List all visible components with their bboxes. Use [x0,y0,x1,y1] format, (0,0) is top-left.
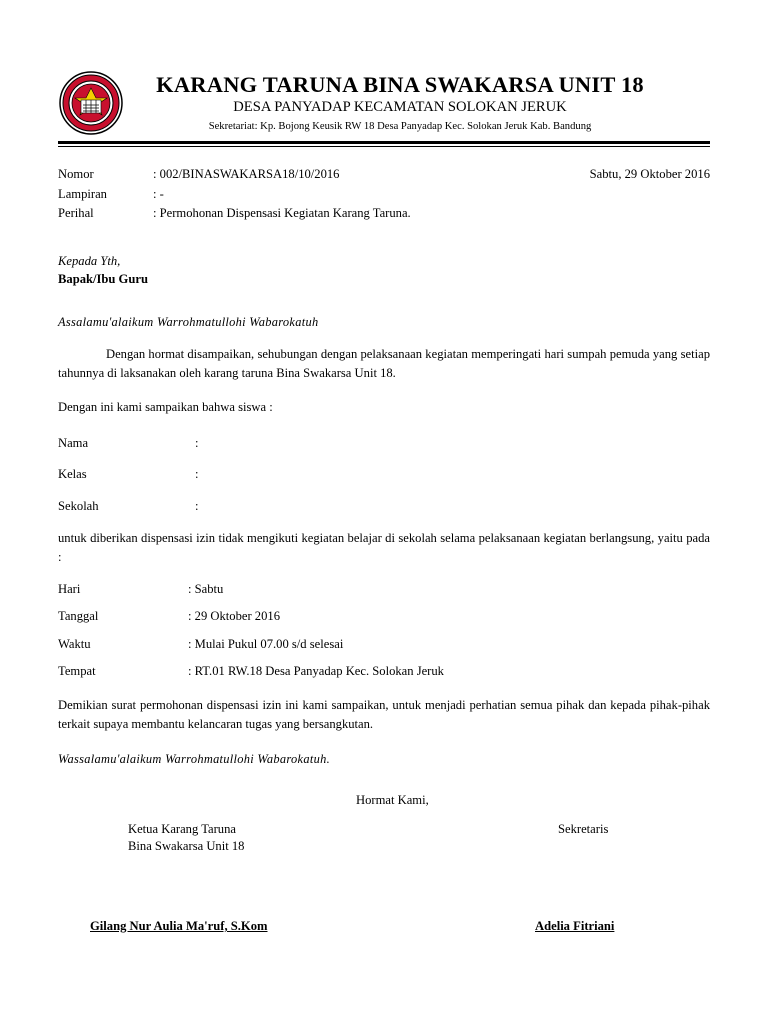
letter-date: Sabtu, 29 Oktober 2016 [589,167,710,181]
field-colon: : [195,436,199,450]
field-row [58,498,710,514]
meta-label: Nomor [58,167,94,181]
field-label: Sekolah [58,498,99,513]
event-details [58,581,710,679]
signature-block [58,793,710,813]
detail-label: Waktu [58,636,91,651]
letterhead-text [130,72,710,134]
hormat-kami-label: Hormat Kami, [356,793,429,808]
field-label: Nama [58,436,89,450]
meta-row [58,185,710,205]
purpose-paragraph: untuk diberikan dispensasi izin tidak mengikuti kegiatan belajar di sekolah selama pelaksanaan kegiatan berlangsung, yaitu pada : [58,531,710,564]
detail-value: : Sabtu [188,581,224,596]
signature-left-title-line1: Ketua Karang Taruna [128,822,236,837]
opening-paragraph: Dengan hormat disampaikan, sehubungan dengan pelaksanaan kegiatan memperingati hari sumpah pemuda yang setiap tahunnya di laksanakan oleh karang taruna Bina Swakarsa Unit 18. [58,347,710,381]
organization-subtitle: DESA PANYADAP KECAMATAN SOLOKAN JERUK [233,99,567,116]
detail-value: : Mulai Pukul 07.00 s/d selesai [188,636,344,651]
field-row [58,466,710,482]
signature-names [58,919,710,943]
signature-left-title-line2: Bina Swakarsa Unit 18 [128,839,245,854]
opening-greeting: Assalamu'alaikum Warrohmatullohi Wabarokatuh [58,315,319,330]
divider-thin [58,146,710,147]
divider-thick [58,141,710,144]
field-colon: : [195,467,199,482]
detail-label: Hari [58,581,81,596]
detail-row [58,608,710,624]
letter-body [0,165,768,943]
signature-right-name: Adelia Fitriani [535,919,615,934]
letterhead [0,0,768,136]
detail-value: : 29 Oktober 2016 [188,609,280,624]
signature-left-name: Gilang Nur Aulia Ma'ruf, S.Kom [90,919,268,934]
signature-right-title: Sekretaris [558,822,609,837]
detail-row [58,636,710,652]
detail-value: : RT.01 RW.18 Desa Panyadap Kec. Solokan Jeruk [188,663,444,678]
detail-label: Tanggal [58,609,99,624]
signature-titles [58,821,710,861]
closing-greeting: Wassalamu'alaikum Warrohmatullohi Wabarokatuh. [58,752,330,767]
field-colon: : [195,498,199,513]
addressee-block [58,252,710,290]
organization-address: Sekretariat: Kp. Bojong Keusik RW 18 Desa Panyadap Kec. Solokan Jeruk Kab. Bandung [208,121,592,133]
addressee-line-1: Kepada Yth, [58,253,121,268]
field-label: Kelas [58,467,87,482]
detail-row [58,663,710,679]
closing-paragraph: Demikian surat permohonan dispensasi izin ini kami sampaikan, untuk menjadi perhatian semua pihak dan kepada pihak-pihak terkait supaya membantu kelancaran tugas yang bersangkutan. [58,698,710,732]
detail-row [58,581,710,597]
meta-label: Lampiran [58,186,107,201]
letter-meta [58,165,710,224]
karang-taruna-emblem-icon [58,70,124,136]
meta-value: : 002/BINASWAKARSA18/10/2016 [153,167,340,181]
organization-name: KARANG TARUNA BINA SWAKARSA UNIT 18 [156,72,644,98]
meta-value: : - [153,186,164,201]
addressee-line-2: Bapak/Ibu Guru [58,272,148,287]
student-fields [58,435,710,514]
signature-left-title [128,821,244,855]
meta-value: : Permohonan Dispensasi Kegiatan Karang Taruna. [153,206,411,221]
intro-fields-paragraph: Dengan ini kami sampaikan bahwa siswa : [58,400,273,415]
meta-label: Perihal [58,206,94,221]
detail-label: Tempat [58,663,96,678]
meta-row [58,204,710,224]
field-row [58,435,710,451]
header-divider [0,141,768,147]
